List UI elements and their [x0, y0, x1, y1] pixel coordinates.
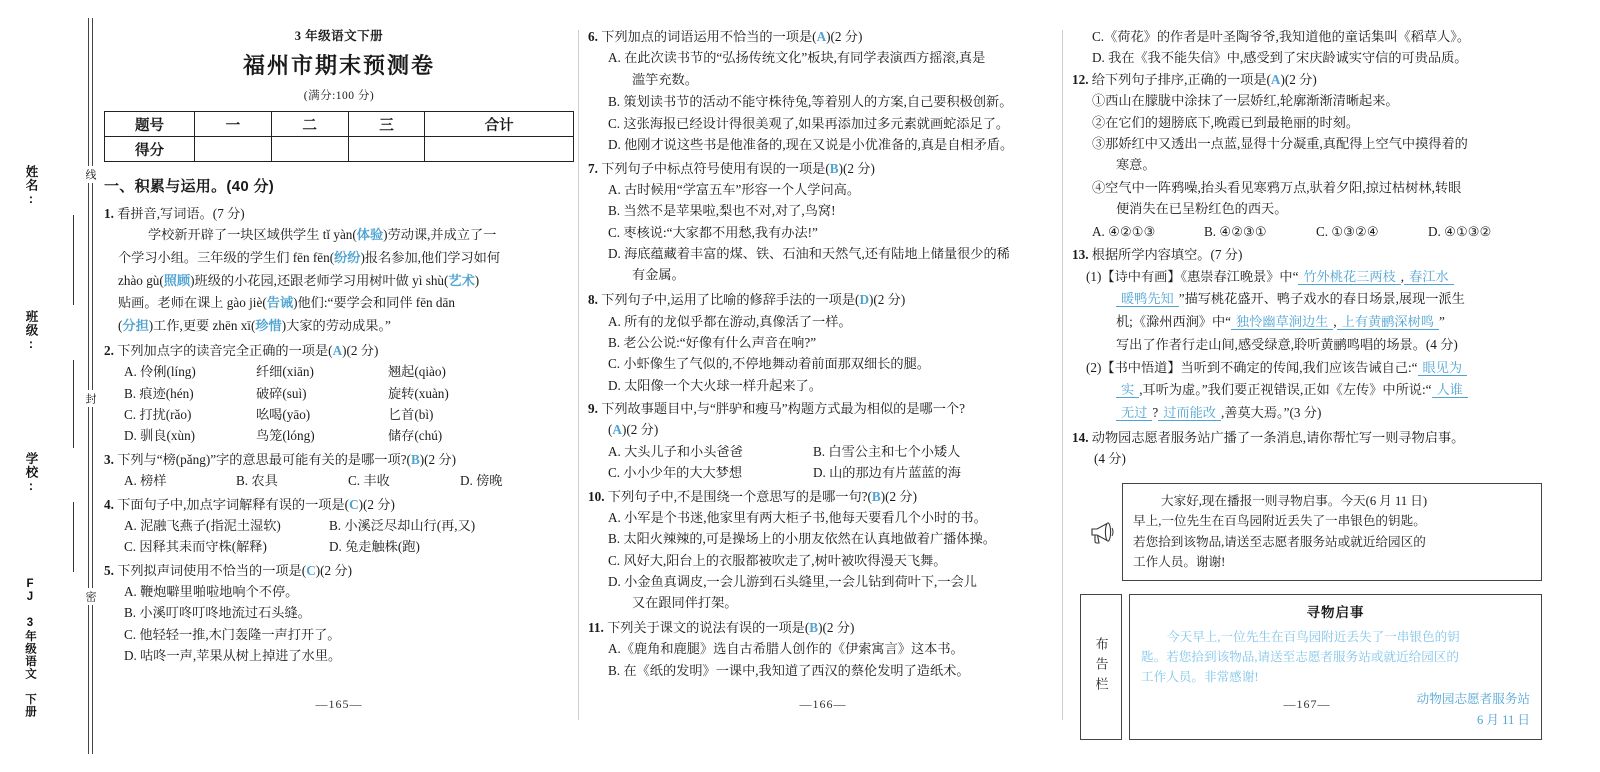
- q12-opt-d: D. ④①③②: [1428, 224, 1492, 240]
- q13-p2c: ?: [1152, 405, 1159, 420]
- question-11-points: (2 分): [822, 620, 855, 636]
- bulletin-body: [1141, 627, 1530, 687]
- table-row-scores: [105, 137, 574, 162]
- q13-p1a: (1)【诗中有画】《惠崇春江晚景》中“: [1086, 268, 1299, 284]
- q13-stem-text: 根据所学内容填空。: [1091, 247, 1211, 263]
- q13-p1e: ,: [1333, 314, 1337, 330]
- question-10-answer: B: [871, 488, 881, 504]
- table-row-header: [105, 112, 574, 137]
- question-8: [588, 289, 1058, 396]
- q1-l4b: )他们:“要学会和同伴 fēn dān: [293, 295, 455, 311]
- q2-opt-d2: 鸟笼(lóng): [256, 428, 315, 444]
- question-2-number: 2.: [104, 342, 114, 358]
- question-9-row-1: [588, 441, 1058, 462]
- q3-stem-b: ): [419, 451, 425, 467]
- question-13-part1-line2: [1072, 288, 1542, 311]
- q12-sentence-4-cont: 便消失在已呈粉红色的西天。: [1116, 201, 1288, 217]
- question-4: [104, 494, 574, 558]
- q8-opt-c: C. 小虾像生了气似的,不停地舞动着前面那双细长的腿。: [608, 356, 930, 372]
- q8-stem-b: ): [868, 292, 874, 308]
- column-divider-2: [1062, 30, 1063, 720]
- q1-l3b: )班级的小花园,还跟老师学习用树叶做 yì shù(: [190, 272, 449, 288]
- bulletin-title: 寻物启事: [1306, 605, 1365, 621]
- q11-stem-a: 下列关于课文的说法有误的一项是(: [607, 620, 810, 636]
- q1-l1a: 学校新开辟了一块区域供学生 tǐ yàn(: [148, 227, 357, 243]
- seal-rail: [88, 18, 93, 754]
- question-2-row-c: [104, 404, 574, 425]
- q13-blank-6a[interactable]: 人谁: [1432, 382, 1468, 398]
- q7-opt-b: B. 当然不是苹果啦,梨也不对,对了,鸟窝!: [608, 203, 836, 219]
- q9-opt-b: B. 白雪公主和七个小矮人: [813, 443, 961, 459]
- section-heading: [104, 175, 574, 196]
- megaphone-icon: [1080, 519, 1122, 545]
- q1-l4a: 贴画。老师在课上 gào jiè(: [118, 295, 267, 311]
- bulletin-label-text: 布告栏: [1093, 636, 1109, 697]
- q6-opt-d: D. 他刚才说这些书是他准备的,现在又说是小优准备的,真是自相矛盾。: [608, 137, 1014, 153]
- q2-opt-a1: A. 伶俐(líng): [124, 364, 196, 380]
- question-13-points: (7 分): [1210, 247, 1243, 263]
- q13-blank-2b[interactable]: 暖鸭先知: [1116, 291, 1179, 307]
- broadcast-block: [1072, 483, 1542, 582]
- q4-opt-b: B. 小溪泛尽却山行(再,又): [329, 517, 476, 533]
- question-1-passage-line2: [104, 247, 574, 270]
- page-title: 福州市期末预测卷: [242, 53, 435, 78]
- question-11: [588, 617, 1058, 681]
- question-13-part1-line1: [1072, 266, 1542, 289]
- score-cell-1[interactable]: [195, 137, 272, 162]
- q9-opt-d: D. 山的那边有片蓝蓝的海: [813, 465, 961, 481]
- question-9: [588, 398, 1058, 484]
- q5-stem-a: 下列拟声词使用不恰当的一项是(: [117, 562, 307, 578]
- q10-stem-a: 下列句子中,不是围绕一个意思写的是哪一句?(: [607, 488, 872, 504]
- q14-stem-text: 动物园志愿者服务站广播了一条消息,请你帮忙写一则寻物启事。: [1091, 429, 1465, 445]
- q10-opt-c: C. 风好大,阳台上的衣服都被吹走了,树叶被吹得漫天飞舞。: [608, 552, 947, 568]
- q12-opt-a: A. ④②①③: [1092, 224, 1156, 240]
- section-heading-points: (40 分): [226, 178, 275, 195]
- q11-opt-a: A.《鹿角和鹿腿》选自古希腊人创作的《伊索寓言》这本书。: [608, 641, 964, 657]
- q13-blank-1[interactable]: 竹外桃花三两枝: [1298, 269, 1400, 285]
- score-col-2: 二: [271, 112, 348, 137]
- score-col-total: 合计: [425, 112, 574, 137]
- question-7-number: 7.: [588, 160, 598, 176]
- question-8-answer: D: [859, 292, 869, 308]
- q4-opt-c: C. 因释其耒而守株(解释): [124, 539, 267, 555]
- question-6: [588, 26, 1058, 156]
- question-9-row-2: [588, 462, 1058, 483]
- q13-p1g: 写出了作者行走山间,感受绿意,聆听黄鹂鸣唱的场景。: [1116, 336, 1426, 352]
- q8-opt-b: B. 老公公说:“好像有什么声音在响?”: [608, 334, 817, 350]
- question-14-number: 14.: [1072, 429, 1089, 445]
- bulletin-body-line-3: 工作人员。非常感谢!: [1141, 670, 1259, 685]
- q1-l5b: )工作,更要 zhēn xī(: [148, 318, 256, 334]
- q11-stem-b: ): [818, 620, 823, 636]
- full-marks: (满分:100 分): [303, 90, 375, 102]
- score-col-1: 一: [195, 112, 272, 137]
- q1-l2b: )报名参加,他们学习如何: [360, 250, 501, 266]
- question-7: [588, 158, 1058, 288]
- score-cell-total[interactable]: [425, 137, 574, 162]
- question-14-stem: [1072, 427, 1542, 448]
- broadcast-box: [1122, 483, 1542, 582]
- book-label: FJ 3年级语文 下册: [24, 578, 36, 718]
- q1-l3c: ): [474, 272, 480, 288]
- q12-sentence-3-cont: 寒意。: [1116, 157, 1156, 173]
- question-1-stem: [104, 203, 574, 224]
- student-name-label: 姓名:: [24, 165, 38, 207]
- q5-opt-a: A. 鞭炮噼里啪啦地响个不停。: [124, 584, 299, 600]
- question-4-row-1: [104, 515, 574, 536]
- q1-l5a: (: [118, 318, 123, 334]
- q2-opt-c2: 吆喝(yāo): [256, 407, 311, 423]
- q6-opt-c: C. 这张海报已经设计得很美观了,如果再添加过多元素就画蛇添足了。: [608, 115, 1010, 131]
- q10-stem-b: ): [880, 488, 886, 504]
- question-12-options: [1072, 221, 1542, 242]
- q7-opt-d: D. 海底蕴藏着丰富的煤、铁、石油和天然气,还有陆地上储量很少的稀: [608, 246, 1010, 262]
- page-number-167: —167—: [1283, 697, 1331, 711]
- q2-opt-a3: 翘起(qiào): [388, 364, 446, 380]
- q2-opt-b2: 破碎(suì): [256, 385, 307, 401]
- column-divider-1: [578, 30, 579, 720]
- question-11-number: 11.: [588, 620, 604, 636]
- bulletin-answer-box[interactable]: [1129, 594, 1542, 739]
- question-1-passage-line4: [104, 292, 574, 315]
- q1-l5c: )大家的劳动成果。”: [281, 318, 391, 334]
- question-8-stem: [588, 289, 1058, 310]
- seal-char-mi: 密: [82, 588, 98, 605]
- question-10-number: 10.: [588, 488, 605, 504]
- question-9-points: (2 分): [626, 422, 659, 438]
- question-12-points: (2 分): [1284, 71, 1317, 87]
- q1-answer-4: 艺术: [448, 272, 475, 288]
- q13-p1b: ,: [1400, 268, 1405, 284]
- bulletin-date: 6 月 11 日: [1476, 712, 1530, 727]
- margin-strip: [0, 0, 100, 772]
- score-col-3: 三: [348, 112, 425, 137]
- score-table: [104, 111, 574, 162]
- broadcast-line-1: 大家好,现在播报一则寻物启事。今天(6 月 11 日): [1161, 493, 1428, 508]
- question-1-number: 1.: [104, 206, 114, 221]
- q13-blank-4[interactable]: 上有黄鹂深树鸣: [1337, 314, 1439, 330]
- q2-opt-c1: C. 打扰(rǎo): [124, 407, 192, 423]
- q13-p1-points: (4 分): [1425, 336, 1458, 352]
- q2-stem-b: ): [342, 342, 347, 358]
- question-12: [1072, 69, 1542, 243]
- q5-opt-b: B. 小溪叮咚叮咚地流过石头缝。: [124, 605, 311, 621]
- q13-blank-5a[interactable]: 眼见为: [1418, 360, 1468, 376]
- bulletin-body-line-2: 匙。若您拾到该物品,请送至志愿者服务站或就近给园区的: [1141, 650, 1459, 665]
- q13-p1c: ”描写桃花盛开、鸭子戏水的春日场景,展现一派生: [1178, 291, 1465, 307]
- question-5-answer: C: [306, 562, 316, 578]
- q2-opt-d1: D. 驯良(xùn): [124, 428, 196, 444]
- question-5: [104, 560, 574, 667]
- score-row-label: 题号: [105, 112, 195, 137]
- question-13-part2-line1: [1072, 357, 1542, 380]
- q6-stem-b: ): [826, 29, 831, 44]
- q13-p2a: (2)【书中悟道】当听到不确定的传闻,我们应该告诫自己:“: [1086, 359, 1418, 375]
- question-13-part2-line3: [1072, 402, 1542, 425]
- question-13-part2-line2: [1072, 379, 1542, 402]
- page-number-166: —166—: [799, 697, 847, 711]
- q11-opt-b: B. 在《纸的发明》一课中,我知道了西汉的蔡伦发明了造纸术。: [608, 662, 970, 678]
- question-4-answer: C: [349, 496, 359, 512]
- q13-p2b: ,耳听为虚。”我们要正视错误,正如《左传》中所说:“: [1139, 382, 1432, 398]
- question-7-points: (2 分): [842, 160, 875, 176]
- question-4-stem: [104, 494, 574, 515]
- question-1-passage-line5: [104, 315, 574, 338]
- q1-answer-2: 纷纷: [334, 250, 361, 266]
- q4-opt-d: D. 兔走触株(跑): [329, 539, 420, 555]
- seal-char-line: 线: [82, 166, 98, 183]
- q2-opt-b3: 旋转(xuàn): [388, 385, 449, 401]
- q12-sentence-3: ③那娇红中又透出一点蓝,显得十分凝重,真配得上空气中摸得着的: [1092, 135, 1468, 151]
- question-6-points: (2 分): [830, 29, 863, 44]
- q13-p1d: 机;《滁州西涧》中“: [1116, 314, 1232, 330]
- question-3-stem: [104, 449, 574, 470]
- school-label: 学校:: [24, 452, 38, 494]
- question-3-answer: B: [410, 451, 420, 467]
- question-6-stem: [588, 26, 1058, 47]
- question-13-part1-line4: [1072, 334, 1542, 357]
- q6-opt-b: B. 策划读书节的活动不能守株待兔,等着别人的方案,自己要积极创新。: [608, 94, 1013, 110]
- q9-opt-c: C. 小小少年的大大梦想: [608, 465, 743, 481]
- question-7-answer: B: [829, 160, 839, 176]
- question-1-passage-line3: [104, 270, 574, 293]
- question-9-number: 9.: [588, 401, 598, 417]
- q12-stem-a: 给下列句子排序,正确的一项是(: [1091, 71, 1271, 87]
- q9-stem-a: 下列故事题目中,与“胖驴和瘦马”构题方式最为相似的是哪一个?: [601, 401, 965, 417]
- q13-blank-3[interactable]: 独怜幽草涧边生: [1231, 314, 1333, 330]
- question-5-stem: [104, 560, 574, 581]
- q2-opt-c3: 匕首(bì): [388, 407, 434, 423]
- q3-stem-a: 下列与“榜(pǎng)”字的意思最可能有关的是哪一项?(: [117, 451, 411, 467]
- broadcast-line-3: 若您拾到该物品,请送至志愿者服务站或就近给园区的: [1133, 534, 1426, 549]
- question-11-answer: B: [809, 620, 819, 636]
- q2-opt-a2: 纤细(xiān): [256, 364, 314, 380]
- q2-stem-a: 下列加点字的读音完全正确的一项是(: [117, 342, 333, 358]
- q4-stem-a: 下面句子中,加点字词解释有误的一项是(: [117, 496, 350, 512]
- q1-answer-7: 珍惜: [255, 318, 282, 334]
- question-14: [1072, 427, 1542, 740]
- question-2-row-a: [104, 361, 574, 382]
- question-2-row-d: [104, 425, 574, 446]
- broadcast-line-4: 工作人员。谢谢!: [1133, 554, 1226, 569]
- question-6-number: 6.: [588, 29, 598, 44]
- class-write-line: [73, 360, 74, 448]
- bulletin-body-line-1: 今天早上,一位先生在百鸟园附近丢失了一串银色的钥: [1167, 629, 1460, 644]
- question-11-stem: [588, 617, 1058, 638]
- q13-blank-2a[interactable]: 春江水: [1404, 269, 1454, 285]
- q3-opt-d: D. 傍晚: [460, 473, 503, 489]
- score-cell-3[interactable]: [348, 137, 425, 162]
- q13-p2d: ,善莫大焉。”: [1220, 405, 1290, 420]
- question-4-row-2: [104, 536, 574, 557]
- question-12-stem: [1072, 69, 1542, 90]
- question-8-number: 8.: [588, 292, 598, 308]
- q10-opt-d-cont: 又在跟同伴打架。: [632, 595, 738, 611]
- q1-answer-3: 照顾: [163, 272, 191, 288]
- q12-opt-c: C. ①③②④: [1316, 224, 1379, 240]
- column-2: [588, 26, 1058, 726]
- q10-opt-a: A. 小军是个书迷,他家里有两大柜子书,他每天要看几个小时的书。: [608, 509, 987, 525]
- score-cell-2[interactable]: [271, 137, 348, 162]
- q9-paren-open: (: [608, 422, 613, 438]
- bulletin-block: [1072, 594, 1542, 739]
- class-label: 班级:: [24, 310, 38, 352]
- q13-blank-5b[interactable]: 实: [1116, 382, 1139, 398]
- q5-opt-d: D. 咕咚一声,苹果从树上掉进了水里。: [124, 648, 342, 664]
- q9-paren-close: ): [621, 422, 627, 438]
- question-2-points: (2 分): [346, 342, 379, 358]
- q6-opt-a-cont: 滥竽充数。: [632, 71, 698, 87]
- bulletin-signature: 动物园志愿者服务站: [1416, 692, 1530, 707]
- question-9-answer-line: [602, 419, 1058, 440]
- q1-answer-5: 告诫: [266, 295, 294, 311]
- q7-opt-d-cont: 有金属。: [632, 267, 685, 283]
- q2-opt-b1: B. 痕迹(hén): [124, 385, 194, 401]
- grade-line: 3 年级语文下册: [294, 29, 384, 43]
- q12-stem-b: ): [1280, 71, 1285, 87]
- q4-stem-b: ): [358, 496, 363, 512]
- q7-stem-a: 下列句子中标点符号使用有误的一项是(: [601, 160, 830, 176]
- q7-opt-a: A. 古时候用“学富五车”形容一个人学问高。: [608, 181, 861, 197]
- name-write-line: [73, 215, 74, 305]
- q3-opt-c: C. 丰收: [348, 473, 390, 489]
- question-6-answer: A: [816, 29, 827, 44]
- q1-answer-1: 体验: [356, 227, 384, 243]
- score-row-label-2: 得分: [105, 137, 195, 162]
- question-3: [104, 449, 574, 492]
- q8-opt-a: A. 所有的龙似乎都在游动,真像活了一样。: [608, 313, 852, 329]
- q1-l2a: 个学习小组。三年级的学生们 fēn fēn(: [118, 250, 335, 266]
- question-10: [588, 486, 1058, 616]
- bulletin-board-label: [1080, 594, 1122, 739]
- q5-opt-c: C. 他轻轻一推,木门轰隆一声打开了。: [124, 626, 341, 642]
- question-12-answer: A: [1270, 71, 1281, 87]
- q7-opt-c: C. 枣核说:“大家都不用愁,我有办法!”: [608, 224, 818, 240]
- q9-opt-a: A. 大头儿子和小头爸爸: [608, 443, 743, 459]
- question-2-stem: [104, 340, 574, 361]
- q10-opt-b: B. 太阳火辣辣的,可是操场上的小朋友依然在认真地做着广播体操。: [608, 531, 996, 547]
- q7-stem-b: ): [838, 160, 843, 176]
- q2-opt-d3: 储存(chú): [388, 428, 443, 444]
- question-3-options: [104, 470, 574, 491]
- q13-p1f: ”: [1438, 314, 1445, 330]
- question-5-points: (2 分): [320, 562, 353, 578]
- q1-l1b: )劳动课,并成立了一: [383, 227, 497, 243]
- broadcast-line-2: 早上,一位先生在百鸟园附近丢失了一串银色的钥匙。: [1133, 514, 1426, 529]
- question-4-points: (2 分): [363, 496, 395, 512]
- question-13: [1072, 244, 1542, 424]
- question-13-part1-line3: [1072, 311, 1542, 334]
- q10-opt-d: D. 小金鱼真调皮,一会儿游到石头缝里,一会儿钻到荷叶下,一会儿: [608, 574, 977, 590]
- q1-l3a: zhào gù(: [118, 272, 164, 288]
- question-1-passage-line1: [104, 224, 574, 247]
- q12-sentence-1: ①西山在朦胧中涂抹了一层娇红,轮廓渐渐清晰起来。: [1092, 93, 1399, 109]
- question-1-text: 看拼音,写词语。: [117, 206, 213, 221]
- column-1: [104, 26, 574, 726]
- question-4-number: 4.: [104, 496, 114, 512]
- q3-opt-a: A. 榜样: [124, 473, 167, 489]
- question-9-answer: A: [612, 422, 622, 438]
- q4-opt-a: A. 泥融飞燕子(指泥土湿软): [124, 517, 281, 533]
- question-14-points: (4 分): [1094, 451, 1126, 467]
- q6-stem-a: 下列加点的词语运用不恰当的一项是(: [601, 29, 817, 44]
- q11-opt-c: C.《荷花》的作者是叶圣陶爷爷,我知道他的童话集叫《稻草人》。: [1092, 29, 1471, 44]
- q8-opt-d: D. 太阳像一个大火球一样升起来了。: [608, 377, 822, 393]
- question-3-number: 3.: [104, 451, 114, 467]
- q8-stem-a: 下列句子中,运用了比喻的修辞手法的一项是(: [601, 292, 860, 308]
- question-10-points: (2 分): [885, 488, 917, 504]
- question-13-number: 13.: [1072, 247, 1089, 263]
- q6-opt-a: A. 在此次读书节的“弘扬传统文化”板块,有同学表演西方摇滚,真是: [608, 50, 986, 66]
- section-heading-text: 一、积累与运用。: [104, 178, 227, 195]
- q1-answer-6: 分担: [122, 318, 149, 334]
- school-write-line: [73, 502, 74, 572]
- seal-char-feng: 封: [82, 390, 98, 407]
- page-number-165: —165—: [315, 697, 363, 711]
- question-12-number: 12.: [1072, 71, 1089, 87]
- q13-p2-points: (3 分): [1289, 405, 1322, 420]
- question-1-points: (7 分): [212, 206, 245, 221]
- question-2-answer: A: [332, 342, 343, 358]
- question-1: [104, 203, 574, 338]
- question-3-points: (2 分): [424, 451, 457, 467]
- question-7-stem: [588, 158, 1058, 179]
- question-5-number: 5.: [104, 562, 114, 578]
- column-3: [1072, 26, 1542, 726]
- question-10-stem: [588, 486, 1058, 507]
- q13-blank-6b[interactable]: 无过: [1116, 405, 1152, 421]
- question-2-row-b: [104, 383, 574, 404]
- q12-sentence-2: ②在它们的翅膀底下,晚霞已到最艳丽的时刻。: [1092, 114, 1360, 130]
- q13-blank-7[interactable]: 过而能改: [1158, 405, 1221, 421]
- question-9-stem: [588, 398, 1058, 419]
- question-8-points: (2 分): [873, 292, 906, 308]
- q3-opt-b: B. 农具: [236, 473, 278, 489]
- question-13-stem: [1072, 244, 1542, 265]
- q5-stem-b: ): [315, 562, 321, 578]
- q11-opt-d: D. 我在《我不能失信》中,感受到了宋庆龄诚实守信的可贵品质。: [1092, 50, 1468, 66]
- q12-sentence-4: ④空气中一阵鸦噪,抬头看见寒鸦万点,驮着夕阳,掠过枯树林,转眼: [1092, 179, 1462, 195]
- question-2: [104, 340, 574, 447]
- q12-opt-b: B. ④②③①: [1204, 224, 1267, 240]
